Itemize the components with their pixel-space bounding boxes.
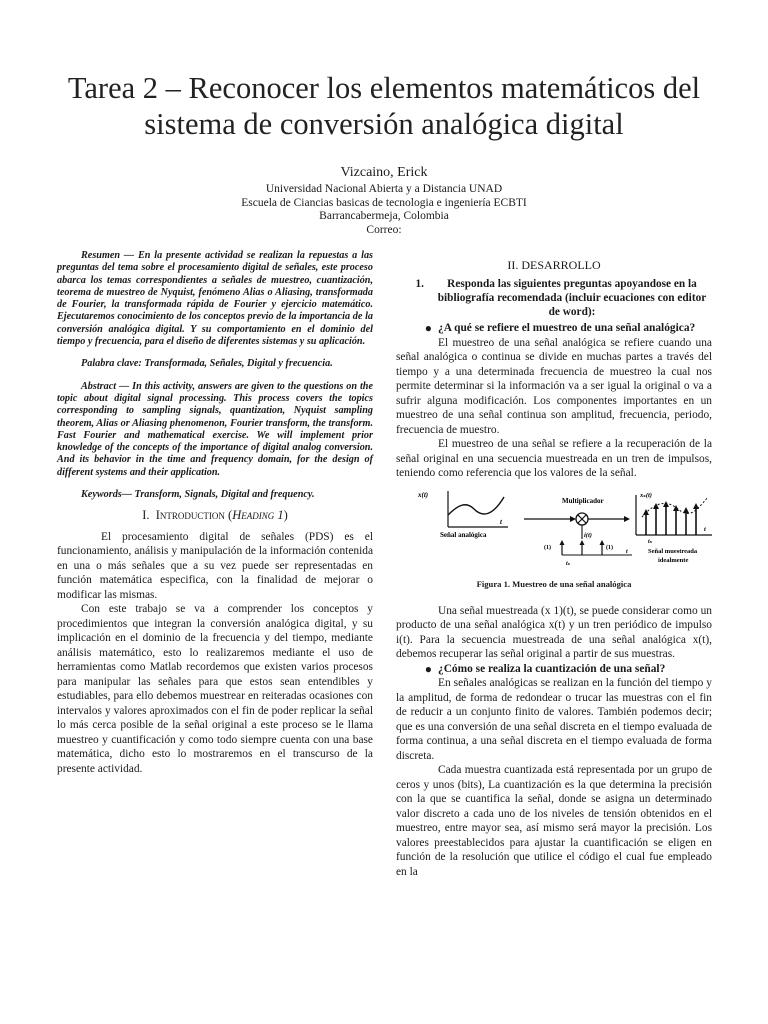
label-impulse-1b: (1) [606, 544, 613, 551]
question-1-text: ¿A qué se refiere el muestreo de una señal analógica? [438, 322, 696, 335]
question-2-text: ¿Cómo se realiza la cuantización de una señal? [438, 662, 666, 675]
section-title-b: Heading 1 [232, 508, 284, 523]
palabras-clave: Palabra clave: Transformada, Señales, Digital y frecuencia. [81, 358, 333, 370]
analog-curve [448, 497, 504, 515]
sampling-diagram-svg [396, 487, 712, 579]
label-it: i(t) [584, 531, 592, 539]
figure-sampling-diagram [396, 487, 712, 579]
abstract-lead: Abstract — [81, 380, 133, 392]
label-ts-2: tₛ [648, 538, 653, 545]
figure-caption: Figura 1. Muestreo de una señal analógica [476, 578, 632, 589]
answer-2-paragraph-2: Cada muestra cuantizada está representada por un grupo de ceros y unos (bits), La cuantización es la que determina la precisión con la que se cuantifica la señal, donde se asigna un determinado valor discreto a cada uno de los niveles de tensión obtenidos en el muestreo, entre mayor sea, así mismo será mayor la precisión. Los valores preestablecidos para ajustar la cuantificación se eligen en función de la resolución que utilice el código el cual fue empleado en la [396, 764, 712, 878]
multiplier-panel [524, 497, 632, 567]
affiliation-school: Escuela de Ciancias basicas de tecnologia e ingeniería ECBTI [241, 196, 527, 209]
label-sampled-1: Señal muestreada [648, 547, 698, 555]
author-name: Vizcaino, Erick [340, 165, 428, 180]
label-multiplicador: Multiplicador [562, 496, 604, 505]
answer-1-paragraph-1: El muestreo de una señal analógica se refiere cuando una señal analógica o continua se divide en muchas partes a través del tiempo y a una determinada frecuencia de muestreo la cual nos permite determinar si la información va a ser igual la original o va a sufrir alguna modificación. Los componentes importantes en un muestreo de una señal continua son amplitud, frecuencia, periodo, frecuencia de muestro. [396, 336, 712, 436]
sampled-signal-panel [636, 492, 712, 564]
paper-title [40, 70, 728, 142]
label-sampled-2: idealmente [658, 556, 689, 564]
section-title-a: Introduction ( [155, 508, 233, 523]
resumen-lead: Resumen — [81, 250, 138, 261]
answer-1-paragraph-3: Una señal muestreada (x 1)(t), se puede considerar como un producto de una señal analógica x(t) y un tren periódico de impulso i(t). Para la secuencia muestreada de una señal analógica x(t), debemos recuperar las señal original a partir de sus muestras. [396, 604, 712, 661]
label-t-3: t [704, 525, 706, 533]
section-number: I. [142, 508, 150, 523]
label-impulse-1a: (1) [544, 544, 551, 551]
label-ts-1: tₛ [566, 560, 571, 567]
bullet-icon: ● [424, 661, 432, 676]
affiliation-location: Barrancabermeja, Colombia [319, 210, 449, 223]
numbered-item-1 [396, 277, 712, 320]
label-t-2: t [626, 548, 628, 555]
intro-paragraph-2: Con este trabajo se va a comprender los conceptos y procedimientos que integran la conversión analógica digital, y su implicación en el dominio de la frecuencia y del tiempo, mediante análisis matemático, esto lo realizaremos mediante el uso de herramientas como Matlab recordemos que existen varios procesos para manipular las señales para que estos sean entendibles y estudiables, para ello debemos muestrear en reiteradas ocasiones con intervalos y valores aproximados con el fin de poder replicar la señal lo más cerca posible de la señal original a este proceso se le llama muestreo y cuantificación y como todo siempre cuenta con una base matemática, dicho esto lo mostraremos en el transcurso de la presente actividad. [57, 603, 373, 775]
question-2 [396, 662, 712, 677]
item-text: Responda las siguientes preguntas apoyandose en la bibliografía recomendada (incluir ecuaciones con editor de word): [437, 277, 707, 318]
intro-paragraph-1: El procesamiento digital de señales (PDS) es el funcionamiento, análisis y manipulación de la información contenida en una o más señales que a su vez puede ser representadas en función matemática especifica, con la finalidad de mejorar o modificar las mismas. [57, 530, 373, 601]
label-xt: x(t) [418, 490, 429, 499]
resumen-text: En la presente actividad se realizan la repuestas a las preguntas del tema sobre el procesamiento digital de señales, este proceso abarca los temas correspondientes a señales de muestreo, cuantización, teorema de muestreo de Nyquist, fenómeno Alias o Aliasing, transformada de Fourier, la transformada rápida de Fourier y ejercicio matemático. Ejecutaremos conocimiento de los conceptos previo de la importancia de la conversión analógica digital. Y su comportamiento en el dominio del tiempo y frecuencia, para el diseño de diferentes sistemas y su aplicación. [57, 250, 374, 348]
item-number: 1. [415, 277, 424, 290]
label-analog: Señal analógica [440, 530, 487, 539]
answer-2-paragraph-1: En señales analógicas se realizan en la función del tiempo y la amplitud, de forma de redondear o trucar las muestras con el fin de reducir a un conjunto finito de valores. También podemos decir; que es una conversión de una señal discreta en el tiempo evaluada de forma continua, a una señal discreta en el tiempo evaluada de forma discreta. [396, 677, 712, 762]
affiliation-email: Correo: [366, 223, 402, 236]
answer-1-paragraph-2: El muestreo de una señal se refiere a la recuperación de la señal original en una secuencia muestreada en un tren de impulsos, teniendo como referencia que los valores de la señal. [396, 438, 712, 480]
section-heading-desarrollo: II. DESARROLLO [507, 258, 601, 272]
affiliation-block [40, 183, 728, 237]
bullet-icon: ● [424, 321, 432, 336]
abstract-text: In this activity, answers are given to the questions on the topic about digital signal processing. This process covers the topics corresponding to sampling signals, quantization, Nyquist sampling theorem, Alias or Aliasing phenomenon, Fourier transform, the transform. Fast Fourier and mathematical exercise. We will implement prior knowledge of the concepts of the importance of digital analog conversion. And its behavior in the time and frequency domain, for the design of different systems and their application. [57, 380, 373, 478]
right-column [396, 250, 712, 879]
analog-signal-panel [417, 491, 508, 539]
left-column [57, 250, 373, 776]
section-title-c: ) [283, 508, 288, 523]
affiliation-university: Universidad Nacional Abierta y a Distancia UNAD [265, 183, 503, 195]
label-xst: xₛ(t) [640, 491, 652, 499]
abstract-paragraph [57, 381, 373, 479]
section-heading-introduction [57, 508, 373, 523]
title-line-1: Tarea 2 – Reconocer los elementos matemáticos del [67, 71, 701, 105]
label-t-1: t [500, 517, 502, 526]
title-line-2: sistema de conversión analógica digital [144, 107, 624, 141]
keywords: Keywords— Transform, Signals, Digital and frequency. [81, 489, 315, 501]
resumen-paragraph [57, 250, 373, 348]
question-1 [396, 321, 712, 336]
